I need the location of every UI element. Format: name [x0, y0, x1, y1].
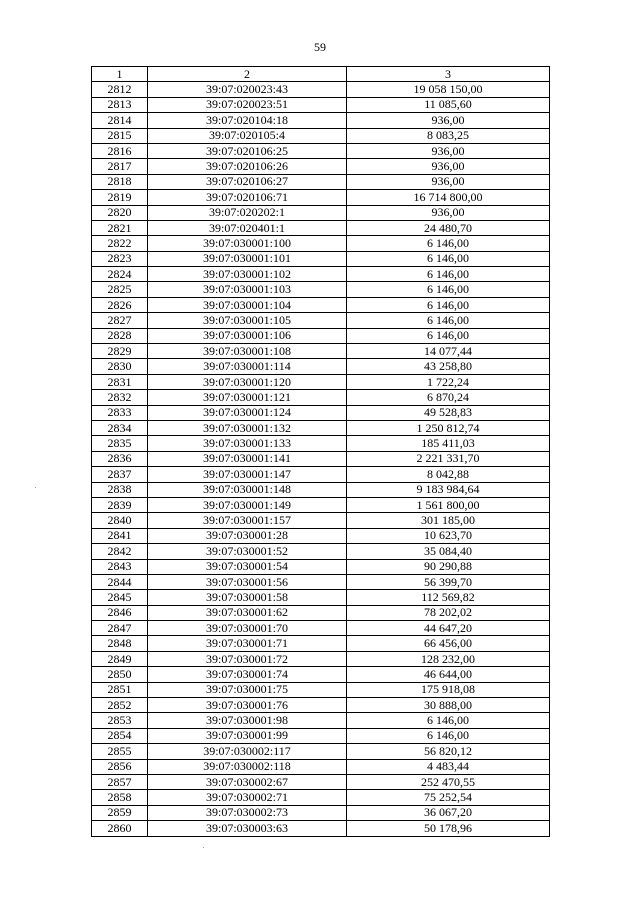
cadastral-value-cell: 78 202,02: [347, 605, 550, 620]
row-number-cell: 2825: [92, 282, 148, 297]
cadastral-value-cell: 19 058 150,00: [347, 82, 550, 97]
table-row: [92, 605, 550, 620]
cadastral-value-cell: 9 183 984,64: [347, 482, 550, 497]
cadastral-value-cell: 6 146,00: [347, 328, 550, 343]
table-row: [92, 97, 550, 112]
cadastral-number-cell: 39:07:020106:71: [148, 190, 347, 205]
row-number-cell: 2847: [92, 621, 148, 636]
cadastral-value-cell: 8 042,88: [347, 467, 550, 482]
header-column-1: 1: [92, 67, 148, 82]
cadastral-number-cell: 39:07:030002:73: [148, 805, 347, 820]
row-number-cell: 2833: [92, 405, 148, 420]
cadastral-value-cell: 6 146,00: [347, 313, 550, 328]
cadastral-value-cell: 56 820,12: [347, 744, 550, 759]
row-number-cell: 2838: [92, 482, 148, 497]
cadastral-value-cell: 936,00: [347, 113, 550, 128]
cadastral-value-cell: 44 647,20: [347, 621, 550, 636]
table-row: [92, 682, 550, 697]
row-number-cell: 2813: [92, 97, 148, 112]
cadastral-value-cell: 66 456,00: [347, 636, 550, 651]
table-row: [92, 297, 550, 312]
table-row: [92, 405, 550, 420]
table-row: [92, 744, 550, 759]
cadastral-number-cell: 39:07:030001:56: [148, 574, 347, 589]
row-number-cell: 2822: [92, 236, 148, 251]
cadastral-number-cell: 39:07:030001:133: [148, 436, 347, 451]
row-number-cell: 2854: [92, 728, 148, 743]
cadastral-value-cell: 4 483,44: [347, 759, 550, 774]
cadastral-number-cell: 39:07:030002:71: [148, 790, 347, 805]
cadastral-value-cell: 185 411,03: [347, 436, 550, 451]
row-number-cell: 2853: [92, 713, 148, 728]
row-number-cell: 2855: [92, 744, 148, 759]
cadastral-value-cell: 50 178,96: [347, 821, 550, 836]
cadastral-value-cell: 175 918,08: [347, 682, 550, 697]
table-row: [92, 513, 550, 528]
row-number-cell: 2851: [92, 682, 148, 697]
table-body: [92, 82, 550, 836]
table-row: [92, 805, 550, 820]
row-number-cell: 2826: [92, 297, 148, 312]
table-row: [92, 220, 550, 235]
scan-speck: [203, 847, 204, 848]
row-number-cell: 2841: [92, 528, 148, 543]
cadastral-value-cell: 14 077,44: [347, 344, 550, 359]
table-row: [92, 467, 550, 482]
cadastral-value-cell: 128 232,00: [347, 651, 550, 666]
row-number-cell: 2815: [92, 128, 148, 143]
table-row: [92, 82, 550, 97]
row-number-cell: 2823: [92, 251, 148, 266]
row-number-cell: 2836: [92, 451, 148, 466]
table-row: [92, 313, 550, 328]
row-number-cell: 2840: [92, 513, 148, 528]
cadastral-value-cell: 16 714 800,00: [347, 190, 550, 205]
row-number-cell: 2850: [92, 667, 148, 682]
table-header-row: [92, 67, 550, 82]
row-number-cell: 2820: [92, 205, 148, 220]
cadastral-value-cell: 35 084,40: [347, 544, 550, 559]
table-row: [92, 544, 550, 559]
row-number-cell: 2856: [92, 759, 148, 774]
header-column-3: 3: [347, 67, 550, 82]
table-row: [92, 113, 550, 128]
cadastral-number-cell: 39:07:020202:1: [148, 205, 347, 220]
cadastral-value-cell: 46 644,00: [347, 667, 550, 682]
cadastral-number-cell: 39:07:020023:43: [148, 82, 347, 97]
table-row: [92, 282, 550, 297]
cadastral-number-cell: 39:07:030001:74: [148, 667, 347, 682]
page-number: 59: [314, 40, 326, 54]
table-row: [92, 636, 550, 651]
cadastral-number-cell: 39:07:030001:141: [148, 451, 347, 466]
cadastral-value-cell: 36 067,20: [347, 805, 550, 820]
cadastral-number-cell: 39:07:030003:63: [148, 821, 347, 836]
cadastral-value-cell: 43 258,80: [347, 359, 550, 374]
row-number-cell: 2849: [92, 651, 148, 666]
table-row: [92, 436, 550, 451]
cadastral-value-cell: 112 569,82: [347, 590, 550, 605]
table-row: [92, 128, 550, 143]
table-row: [92, 205, 550, 220]
row-number-cell: 2817: [92, 159, 148, 174]
cadastral-number-cell: 39:07:020106:25: [148, 143, 347, 158]
table-row: [92, 574, 550, 589]
cadastral-value-cell: 936,00: [347, 174, 550, 189]
cadastral-number-cell: 39:07:030001:100: [148, 236, 347, 251]
row-number-cell: 2844: [92, 574, 148, 589]
cadastral-value-cell: 24 480,70: [347, 220, 550, 235]
cadastral-number-cell: 39:07:030001:108: [148, 344, 347, 359]
cadastral-value-cell: 2 221 331,70: [347, 451, 550, 466]
cadastral-number-cell: 39:07:030001:157: [148, 513, 347, 528]
table-row: [92, 374, 550, 389]
row-number-cell: 2827: [92, 313, 148, 328]
row-number-cell: 2860: [92, 821, 148, 836]
cadastral-number-cell: 39:07:030002:117: [148, 744, 347, 759]
row-number-cell: 2812: [92, 82, 148, 97]
cadastral-number-cell: 39:07:030001:76: [148, 698, 347, 713]
cadastral-value-cell: 6 146,00: [347, 251, 550, 266]
row-number-cell: 2859: [92, 805, 148, 820]
cadastral-number-cell: 39:07:030001:101: [148, 251, 347, 266]
cadastral-value-cell: 30 888,00: [347, 698, 550, 713]
cadastral-value-cell: 8 083,25: [347, 128, 550, 143]
table-row: [92, 143, 550, 158]
row-number-cell: 2845: [92, 590, 148, 605]
row-number-cell: 2816: [92, 143, 148, 158]
cadastral-number-cell: 39:07:030001:103: [148, 282, 347, 297]
table-row: [92, 390, 550, 405]
table-row: [92, 236, 550, 251]
cadastral-value-cell: 6 870,24: [347, 390, 550, 405]
table-row: [92, 698, 550, 713]
cadastral-value-cell: 6 146,00: [347, 297, 550, 312]
row-number-cell: 2828: [92, 328, 148, 343]
table-row: [92, 759, 550, 774]
cadastral-value-cell: 1 722,24: [347, 374, 550, 389]
table-row: [92, 328, 550, 343]
cadastral-number-cell: 39:07:030001:72: [148, 651, 347, 666]
cadastral-value-cell: 49 528,83: [347, 405, 550, 420]
cadastral-number-cell: 39:07:030001:28: [148, 528, 347, 543]
table-row: [92, 621, 550, 636]
cadastral-number-cell: 39:07:030001:132: [148, 420, 347, 435]
table-row: [92, 251, 550, 266]
cadastral-value-cell: 10 623,70: [347, 528, 550, 543]
cadastral-number-cell: 39:07:030001:98: [148, 713, 347, 728]
cadastral-number-cell: 39:07:030001:75: [148, 682, 347, 697]
row-number-cell: 2842: [92, 544, 148, 559]
row-number-cell: 2832: [92, 390, 148, 405]
cadastral-number-cell: 39:07:030001:114: [148, 359, 347, 374]
table-row: [92, 590, 550, 605]
cadastral-number-cell: 39:07:030001:124: [148, 405, 347, 420]
row-number-cell: 2846: [92, 605, 148, 620]
row-number-cell: 2835: [92, 436, 148, 451]
table-row: [92, 713, 550, 728]
table-row: [92, 821, 550, 836]
cadastral-number-cell: 39:07:030001:105: [148, 313, 347, 328]
cadastral-number-cell: 39:07:030001:71: [148, 636, 347, 651]
table-row: [92, 190, 550, 205]
cadastral-value-cell: 6 146,00: [347, 236, 550, 251]
table-row: [92, 420, 550, 435]
row-number-cell: 2834: [92, 420, 148, 435]
table-row: [92, 790, 550, 805]
table-row: [92, 267, 550, 282]
row-number-cell: 2821: [92, 220, 148, 235]
cadastral-number-cell: 39:07:030002:67: [148, 774, 347, 789]
cadastral-number-cell: 39:07:030001:106: [148, 328, 347, 343]
table-row: [92, 159, 550, 174]
cadastral-value-cell: 6 146,00: [347, 713, 550, 728]
table-row: [92, 728, 550, 743]
row-number-cell: 2829: [92, 344, 148, 359]
cadastral-value-cell: 301 185,00: [347, 513, 550, 528]
cadastral-number-cell: 39:07:030001:70: [148, 621, 347, 636]
table-row: [92, 482, 550, 497]
table-row: [92, 344, 550, 359]
row-number-cell: 2814: [92, 113, 148, 128]
cadastral-value-cell: 90 290,88: [347, 559, 550, 574]
cadastral-value-cell: 252 470,55: [347, 774, 550, 789]
header-column-2: 2: [148, 67, 347, 82]
cadastral-number-cell: 39:07:020106:27: [148, 174, 347, 189]
row-number-cell: 2858: [92, 790, 148, 805]
cadastral-number-cell: 39:07:020401:1: [148, 220, 347, 235]
cadastral-value-cell: 936,00: [347, 159, 550, 174]
row-number-cell: 2839: [92, 497, 148, 512]
table-row: [92, 651, 550, 666]
row-number-cell: 2831: [92, 374, 148, 389]
table-row: [92, 174, 550, 189]
cadastral-number-cell: 39:07:030001:102: [148, 267, 347, 282]
cadastral-value-cell: 936,00: [347, 143, 550, 158]
row-number-cell: 2818: [92, 174, 148, 189]
cadastral-number-cell: 39:07:030001:54: [148, 559, 347, 574]
table-row: [92, 359, 550, 374]
cadastral-number-cell: 39:07:030001:104: [148, 297, 347, 312]
row-number-cell: 2843: [92, 559, 148, 574]
cadastral-value-cell: 1 561 800,00: [347, 497, 550, 512]
row-number-cell: 2857: [92, 774, 148, 789]
cadastral-number-cell: 39:07:030002:118: [148, 759, 347, 774]
row-number-cell: 2852: [92, 698, 148, 713]
cadastral-number-cell: 39:07:030001:62: [148, 605, 347, 620]
cadastral-number-cell: 39:07:030001:147: [148, 467, 347, 482]
table-row: [92, 497, 550, 512]
cadastral-value-cell: 56 399,70: [347, 574, 550, 589]
row-number-cell: 2824: [92, 267, 148, 282]
cadastral-value-table: [91, 66, 550, 837]
cadastral-number-cell: 39:07:030001:120: [148, 374, 347, 389]
cadastral-number-cell: 39:07:030001:121: [148, 390, 347, 405]
table-row: [92, 528, 550, 543]
cadastral-number-cell: 39:07:030001:52: [148, 544, 347, 559]
row-number-cell: 2819: [92, 190, 148, 205]
cadastral-value-cell: 1 250 812,74: [347, 420, 550, 435]
row-number-cell: 2848: [92, 636, 148, 651]
table-row: [92, 559, 550, 574]
cadastral-number-cell: 39:07:030001:58: [148, 590, 347, 605]
cadastral-value-cell: 936,00: [347, 205, 550, 220]
table-row: [92, 667, 550, 682]
cadastral-number-cell: 39:07:030001:149: [148, 497, 347, 512]
cadastral-value-cell: 6 146,00: [347, 267, 550, 282]
table-row: [92, 774, 550, 789]
row-number-cell: 2830: [92, 359, 148, 374]
cadastral-value-cell: 75 252,54: [347, 790, 550, 805]
scan-speck: [35, 487, 36, 488]
table-row: [92, 451, 550, 466]
cadastral-number-cell: 39:07:020104:18: [148, 113, 347, 128]
cadastral-number-cell: 39:07:020105:4: [148, 128, 347, 143]
cadastral-number-cell: 39:07:020023:51: [148, 97, 347, 112]
cadastral-number-cell: 39:07:020106:26: [148, 159, 347, 174]
cadastral-value-cell: 6 146,00: [347, 728, 550, 743]
cadastral-number-cell: 39:07:030001:99: [148, 728, 347, 743]
row-number-cell: 2837: [92, 467, 148, 482]
cadastral-number-cell: 39:07:030001:148: [148, 482, 347, 497]
cadastral-value-cell: 11 085,60: [347, 97, 550, 112]
cadastral-value-cell: 6 146,00: [347, 282, 550, 297]
